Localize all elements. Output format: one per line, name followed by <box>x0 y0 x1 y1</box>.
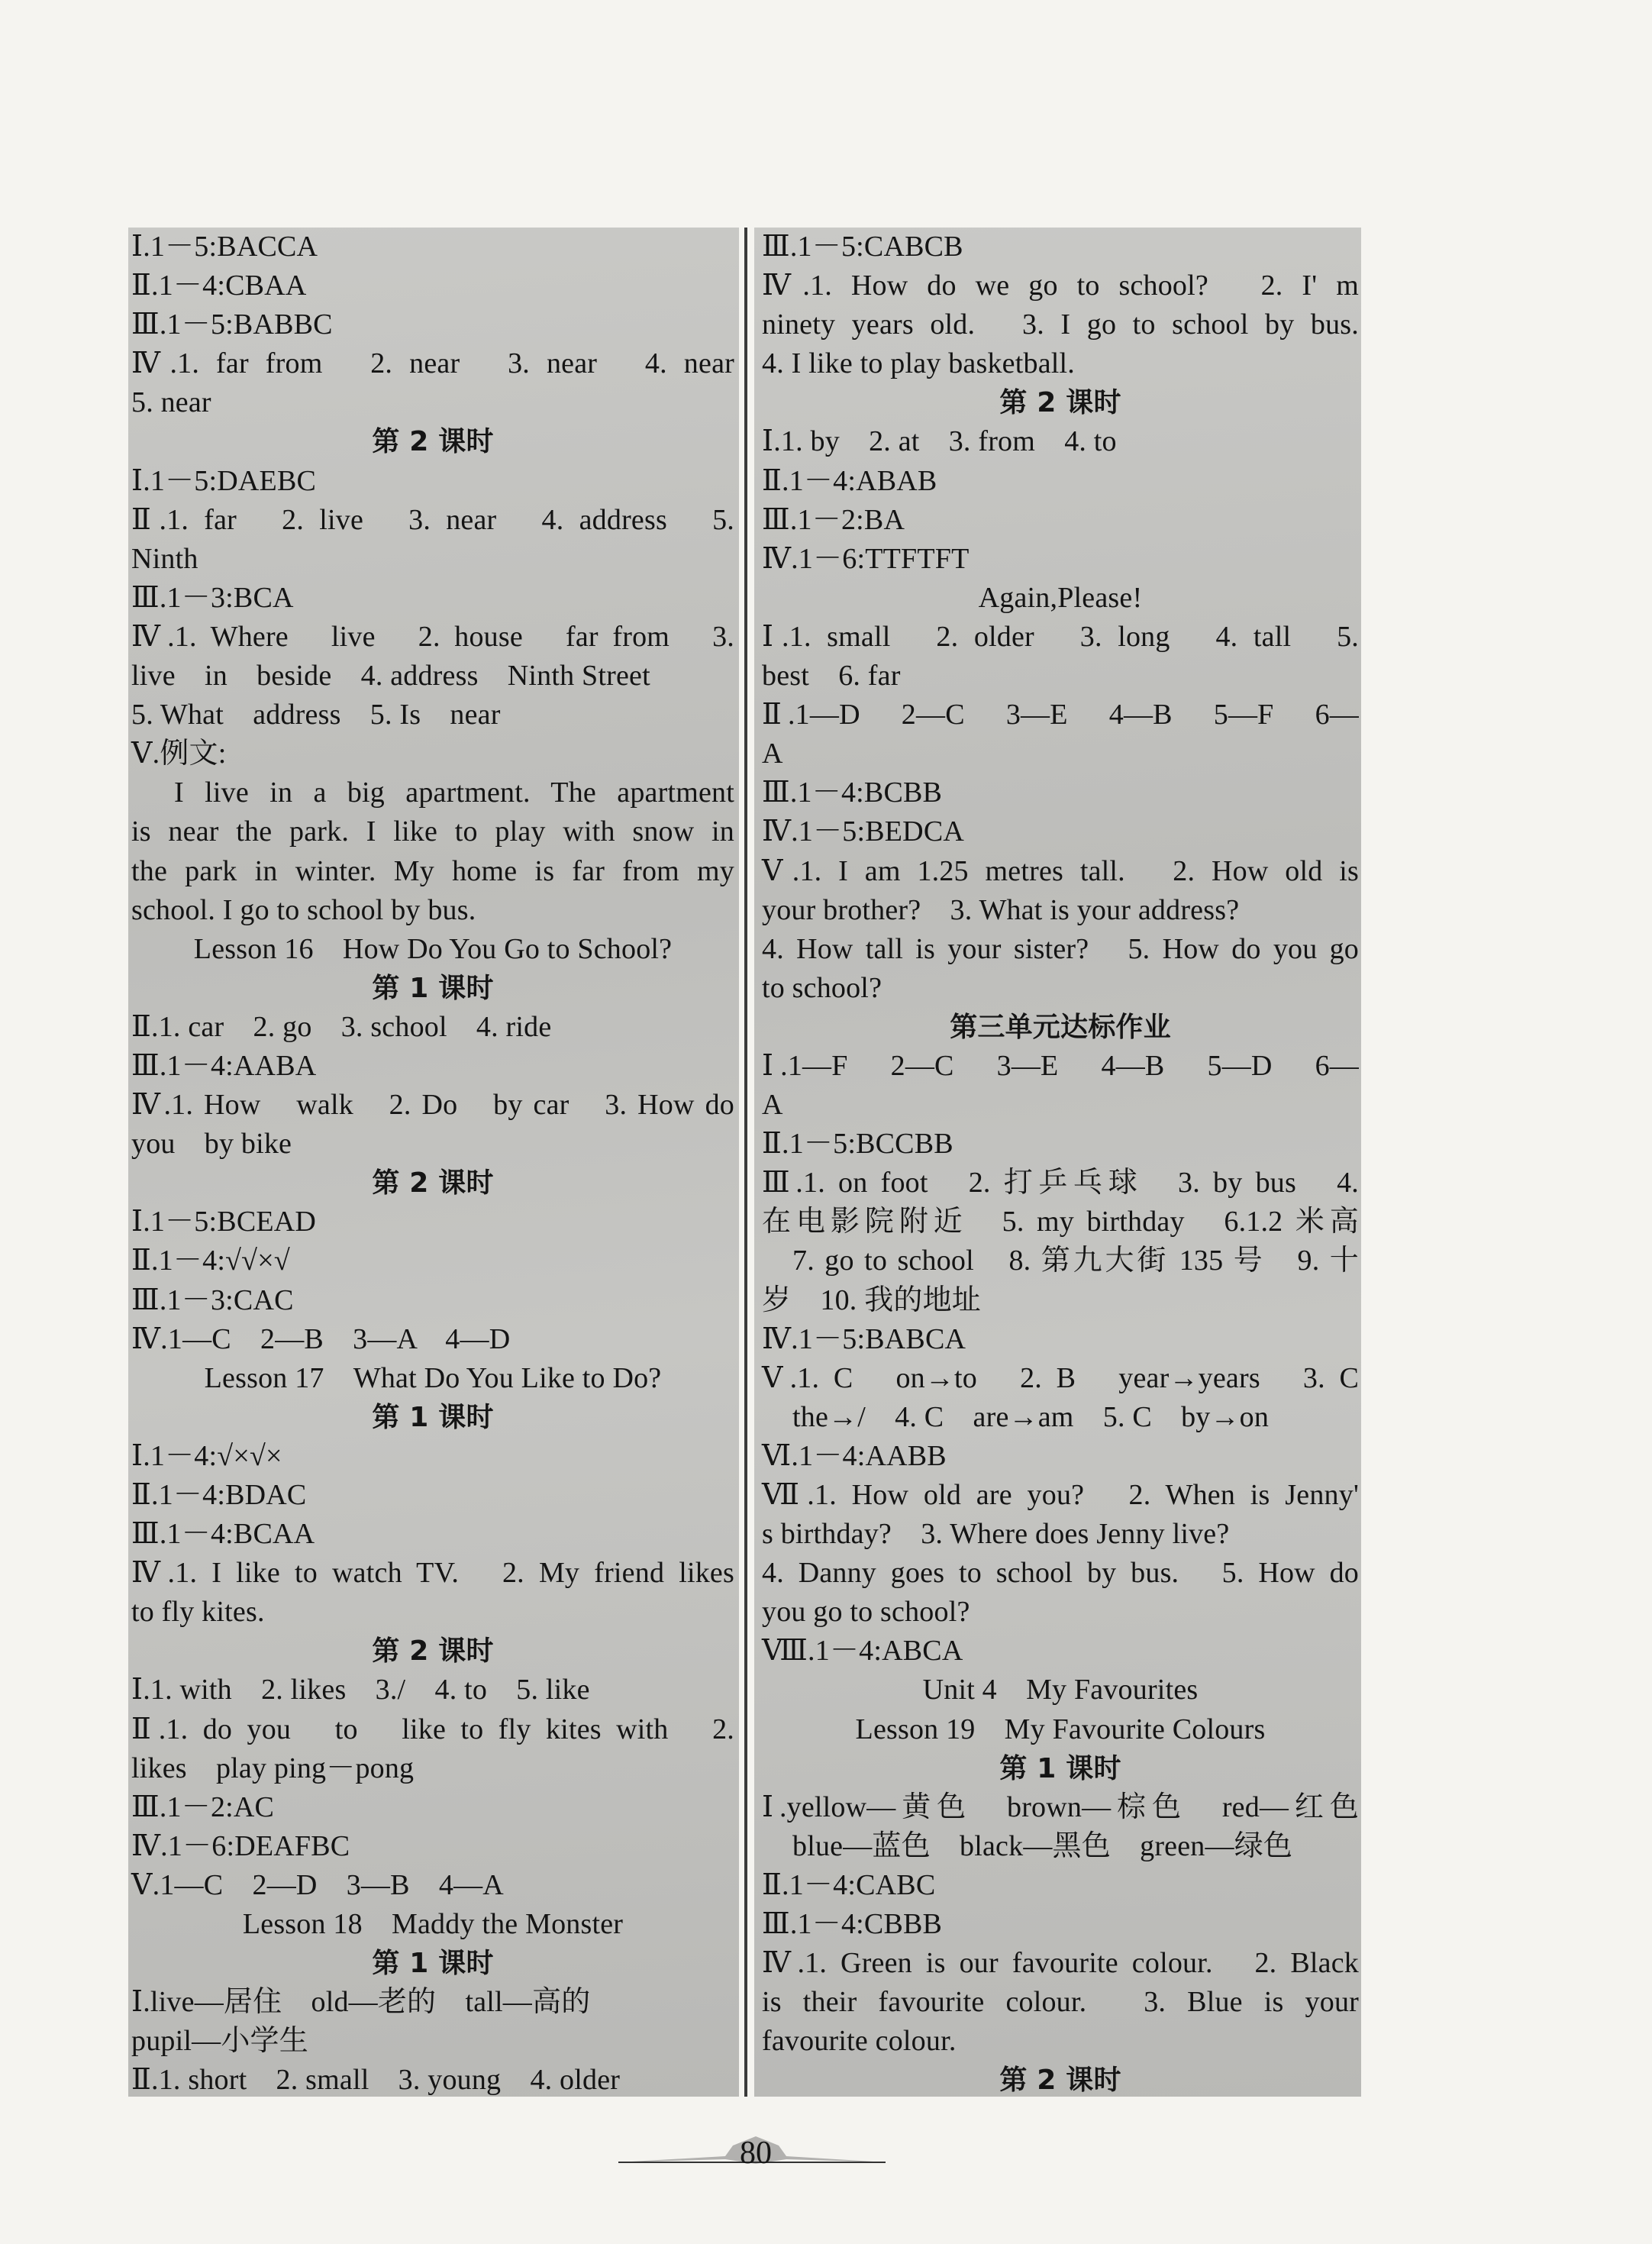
right-answer-line: 4. How tall is your sister? 5. How do you go <box>762 932 1359 965</box>
left-answer-line: Ⅰ.live—居住 old—老的 tall—高的 <box>131 1986 591 2019</box>
right-answer-column <box>762 228 1359 2100</box>
left-section-heading: 第 2 课时 <box>372 426 494 458</box>
left-section-heading: 第 2 课时 <box>372 1635 494 1668</box>
right-answer-line: Ⅵ.1－4:AABB <box>762 1439 947 1472</box>
right-answer-line: Ⅲ.1－4:CBBB <box>762 1908 943 1941</box>
right-answer-line: favourite colour. <box>762 2025 957 2058</box>
left-answer-line: likes play ping－pong <box>131 1752 415 1784</box>
right-answer-line: Ⅷ.1－4:ABCA <box>762 1635 963 1668</box>
right-answer-line: best 6. far <box>762 660 901 693</box>
right-section-heading: 第 1 课时 <box>999 1752 1121 1784</box>
right-answer-line: Ⅰ.1. small 2. older 3. long 4. tall 5. <box>762 620 1359 653</box>
left-answer-line: Ⅰ.1－4:√×√× <box>131 1439 282 1472</box>
left-answer-line: live in beside 4. address Ninth Street <box>131 660 650 693</box>
left-answer-line: the park in winter. My home is far from my <box>131 854 734 887</box>
right-answer-line: is their favourite colour. 3. Blue is your <box>762 1986 1359 2019</box>
right-answer-line: Ⅱ.1—D 2—C 3—E 4—B 5—F 6— <box>762 699 1359 731</box>
left-answer-line: pupil—小学生 <box>131 2025 308 2058</box>
left-answer-line: Ⅱ.1. far 2. live 3. near 4. address 5. <box>131 503 734 536</box>
right-answer-line: your brother? 3. What is your address? <box>762 893 1240 926</box>
right-answer-line: s birthday? 3. Where does Jenny live? <box>762 1518 1230 1551</box>
right-section-heading: 第三单元达标作业 <box>950 1011 1171 1043</box>
right-answer-line: Ⅳ.1－5:BEDCA <box>762 815 965 848</box>
left-section-heading: 第 1 课时 <box>372 1948 494 1980</box>
left-answer-line: Ⅳ.1. How walk 2. Do by car 3. How do <box>131 1089 734 1122</box>
right-answer-line: 4. Danny goes to school by bus. 5. How do <box>762 1557 1359 1590</box>
right-answer-line: Ⅲ.1－5:CABCB <box>762 231 963 263</box>
right-lesson-title: Unit 4 My Favourites <box>922 1674 1199 1706</box>
left-answer-line: Ⅲ.1－3:BCA <box>131 581 294 614</box>
left-answer-line: Ⅳ.1. Where live 2. house far from 3. <box>131 620 734 653</box>
right-answer-line: Ⅰ.1—F 2—C 3—E 4—B 5—D 6— <box>762 1049 1359 1082</box>
left-lesson-title: Lesson 17 What Do You Like to Do? <box>204 1361 662 1394</box>
right-answer-line: Ⅴ.1. I am 1.25 metres tall. 2. How old is <box>762 854 1359 887</box>
right-answer-line: 4. I like to play basketball. <box>762 347 1075 380</box>
right-answer-line: Ⅱ.1－5:BCCBB <box>762 1128 953 1161</box>
left-section-heading: 第 2 课时 <box>372 1167 494 1199</box>
left-section-heading: 第 1 课时 <box>372 972 494 1004</box>
left-answer-line: Ⅱ.1. short 2. small 3. young 4. older <box>131 2064 621 2097</box>
left-answer-line: Ⅱ.1－4:√√×√ <box>131 1245 290 1277</box>
right-answer-line: Ⅱ.1－4:CABC <box>762 1868 936 1901</box>
right-answer-line: Ⅳ.1－6:TTFTFT <box>762 542 970 575</box>
page-footer <box>611 2130 893 2176</box>
right-answer-line: 岁 10. 我的地址 <box>762 1283 982 1316</box>
left-answer-line: to fly kites. <box>131 1596 265 1629</box>
left-answer-line: Ⅳ.1. I like to watch TV. 2. My friend likes <box>131 1557 734 1590</box>
left-answer-line: Ⅱ.1－4:BDAC <box>131 1479 307 1511</box>
left-lesson-title: Lesson 16 How Do You Go to School? <box>193 932 673 965</box>
right-answer-line: Ⅳ.1. Green is our favourite colour. 2. Black <box>762 1947 1359 1980</box>
left-answer-line: Ⅴ.1—C 2—D 3—B 4—A <box>131 1868 504 1901</box>
right-answer-line: A <box>762 1089 783 1122</box>
right-section-heading: 第 2 课时 <box>999 387 1121 419</box>
left-answer-line: school. I go to school by bus. <box>131 893 476 926</box>
left-answer-line: Ⅲ.1－2:AC <box>131 1790 275 1823</box>
left-answer-line: Ⅲ.1－4:AABA <box>131 1049 317 1082</box>
left-answer-line: Ⅰ.1－5:DAEBC <box>131 464 317 497</box>
left-answer-line: I live in a big apartment. The apartment <box>174 777 734 809</box>
left-answer-line: Ⅴ.例文: <box>131 738 227 770</box>
right-answer-line: 在电影院附近 5. my birthday 6.1.2 米高 <box>762 1206 1359 1238</box>
right-answer-line: you go to school? <box>762 1596 970 1629</box>
right-answer-line: blue—蓝色 black—黑色 green—绿色 <box>792 1829 1293 1862</box>
right-answer-line: Ⅶ.1. How old are you? 2. When is Jenny' <box>762 1479 1359 1511</box>
right-answer-line: A <box>762 738 783 770</box>
left-answer-line: Ninth <box>131 542 198 575</box>
right-answer-line: Ⅲ.1－2:BA <box>762 503 905 536</box>
left-answer-line: Ⅳ.1. far from 2. near 3. near 4. near <box>131 347 734 380</box>
left-answer-line: Ⅰ.1－5:BCEAD <box>131 1206 317 1238</box>
right-lesson-title: Lesson 19 My Favourite Colours <box>855 1713 1266 1745</box>
left-answer-column <box>131 228 734 2100</box>
right-answer-line: ninety years old. 3. I go to school by bus. <box>762 308 1359 341</box>
left-answer-line: 5. near <box>131 386 211 419</box>
right-answer-line: Ⅳ.1－5:BABCA <box>762 1322 966 1355</box>
left-lesson-title: Lesson 18 Maddy the Monster <box>242 1908 624 1941</box>
right-answer-line: Ⅱ.1－4:ABAB <box>762 464 937 497</box>
right-answer-line: Ⅳ.1. How do we go to school? 2. I' m <box>762 270 1359 302</box>
left-answer-line: Ⅰ.1. with 2. likes 3./ 4. to 5. like <box>131 1674 590 1706</box>
left-answer-line: Ⅳ.1－6:DEAFBC <box>131 1829 350 1862</box>
left-answer-line: Ⅳ.1—C 2—B 3—A 4—D <box>131 1322 511 1355</box>
left-answer-line: Ⅱ.1. car 2. go 3. school 4. ride <box>131 1010 552 1043</box>
page-number: 80 <box>740 2136 772 2171</box>
right-answer-line: 7. go to school 8. 第九大街 135 号 9. 十 <box>792 1245 1359 1277</box>
right-answer-line: Ⅲ.1－4:BCBB <box>762 777 943 809</box>
right-answer-line: the→/ 4. C are→am 5. C by→on <box>792 1400 1270 1433</box>
right-section-heading: 第 2 课时 <box>999 2065 1121 2097</box>
left-section-heading: 第 1 课时 <box>372 1401 494 1433</box>
right-answer-line: to school? <box>762 971 882 1004</box>
right-answer-line: Ⅲ.1. on foot 2. 打乒乓球 3. by bus 4. <box>762 1167 1359 1199</box>
right-lesson-title: Again,Please! <box>978 581 1143 614</box>
right-answer-line: Ⅴ.1. C on→to 2. B year→years 3. C <box>762 1361 1359 1394</box>
right-answer-line: Ⅰ.yellow—黄色 brown—棕色 red—红色 <box>762 1790 1359 1823</box>
left-answer-line: Ⅲ.1－5:BABBC <box>131 308 333 341</box>
left-answer-line: 5. What address 5. Is near <box>131 699 501 731</box>
left-answer-line: Ⅲ.1－3:CAC <box>131 1283 294 1316</box>
left-answer-line: you by bike <box>131 1128 292 1161</box>
left-answer-line: is near the park. I like to play with snow in <box>131 815 734 848</box>
right-answer-line: Ⅰ.1. by 2. at 3. from 4. to <box>762 425 1117 458</box>
column-divider <box>744 228 747 2097</box>
left-answer-line: Ⅰ.1－5:BACCA <box>131 231 318 263</box>
left-answer-line: Ⅱ.1－4:CBAA <box>131 270 307 302</box>
left-answer-line: Ⅲ.1－4:BCAA <box>131 1518 315 1551</box>
left-answer-line: Ⅱ.1. do you to like to fly kites with 2. <box>131 1713 734 1745</box>
